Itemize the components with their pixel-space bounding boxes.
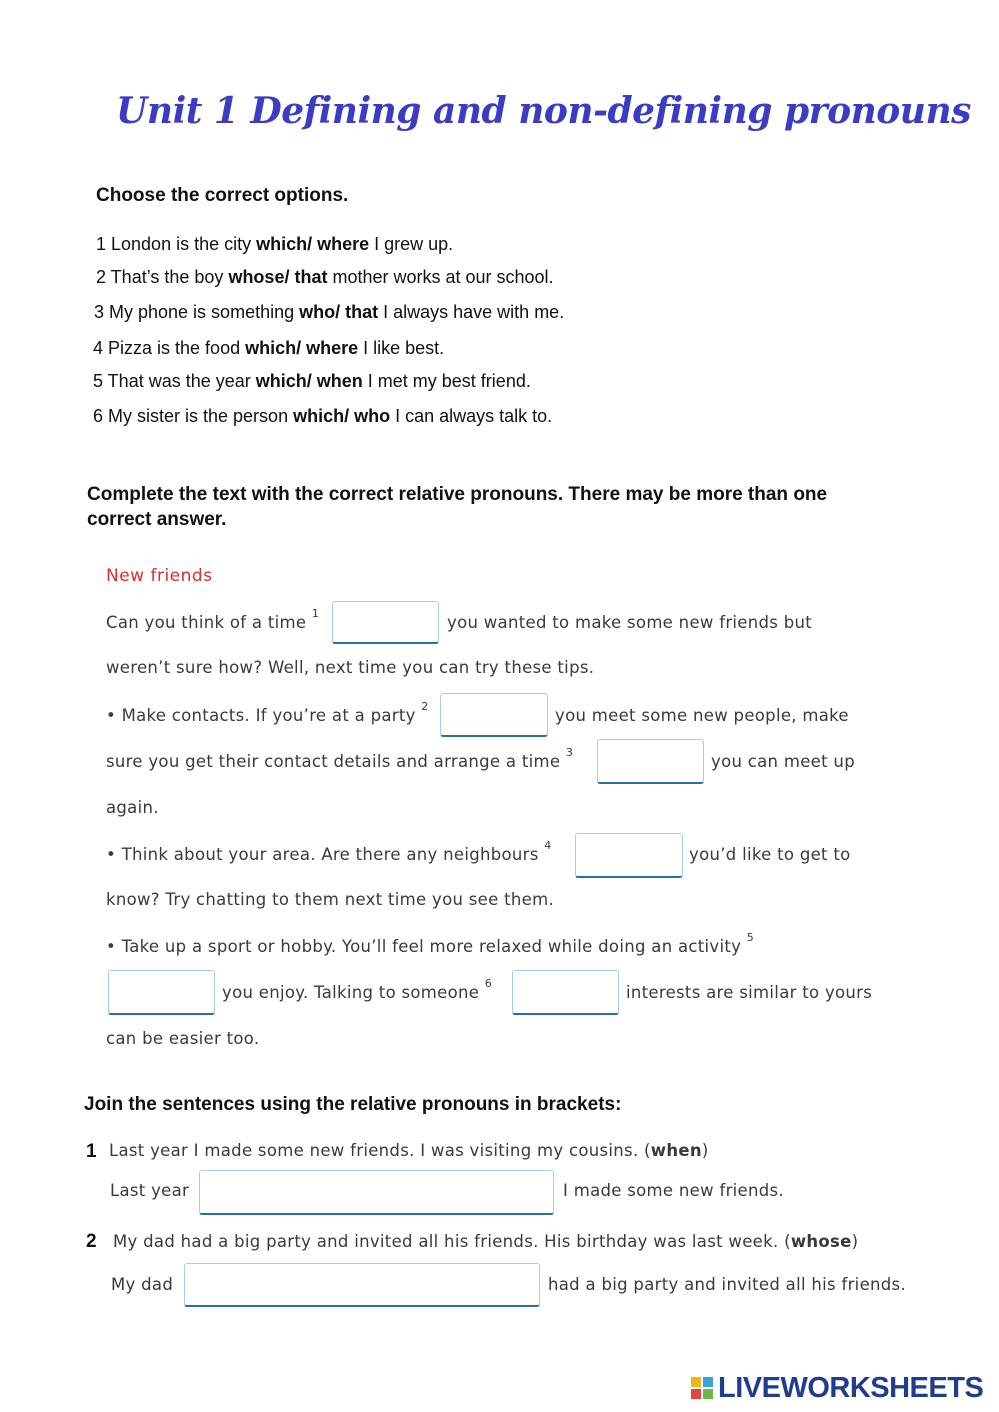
text-line: you can meet up: [711, 752, 855, 771]
gap-number: 5: [746, 931, 755, 944]
gap-number: 4: [544, 839, 552, 852]
question-text: My dad had a big party and invited all his friends. His birthday was last week. (whose): [113, 1232, 859, 1251]
gap-number: 1: [311, 607, 320, 620]
answer-prefix: My dad: [111, 1275, 174, 1294]
choice-item-1: 1 London is the city which/ where I grew up.: [96, 234, 454, 254]
text-line: you meet some new people, make: [555, 706, 849, 725]
text-line: sure you get their contact details and arrange a time $^3$: [106, 746, 574, 771]
choice-options[interactable]: whose/ that: [228, 267, 328, 287]
text-line: • Take up a sport or hobby. You’ll feel more relaxed while doing an activity $^5$: [106, 931, 755, 956]
choice-options[interactable]: who/ that: [299, 302, 379, 322]
section1-heading: Choose the correct options.: [96, 185, 349, 206]
answer-prefix: Last year: [110, 1181, 190, 1200]
answer-gap-3[interactable]: [597, 739, 704, 784]
text-line: interests are similar to yours: [626, 983, 873, 1002]
choice-options[interactable]: which/ when: [255, 371, 363, 391]
section3-heading: Join the sentences using the relative pronouns in brackets:: [84, 1094, 622, 1115]
text-line: can be easier too.: [106, 1029, 260, 1048]
answer-gap-5[interactable]: [108, 970, 215, 1015]
liveworksheets-logo-icon: [690, 1376, 714, 1400]
answer-gap-6[interactable]: [512, 970, 619, 1015]
gap-number: 6: [484, 977, 493, 990]
answer-suffix: had a big party and invited all his friends.: [548, 1275, 906, 1294]
liveworksheets-logo[interactable]: LIVEWORKSHEETS: [718, 1372, 984, 1404]
choice-options[interactable]: which/ who: [293, 406, 391, 426]
text-line: Can you think of a time $^1$: [106, 607, 320, 632]
page-title: Unit 1 Defining and non-defining pronouns: [116, 90, 971, 132]
section2-heading-line2: correct answer.: [87, 509, 227, 530]
answer-gap-4[interactable]: [575, 833, 683, 878]
text-line: know? Try chatting to them next time you see them.: [106, 890, 555, 909]
choice-options[interactable]: which/ where: [245, 338, 359, 358]
answer-field-2[interactable]: [184, 1263, 540, 1307]
text-line: you wanted to make some new friends but: [447, 613, 813, 632]
question-number: 2: [86, 1231, 97, 1252]
text-line: again.: [106, 798, 159, 817]
choice-item-5: 5 That was the year which/ when I met my best friend.: [93, 371, 531, 391]
gap-number: 3: [565, 746, 574, 759]
section2-heading-line1: Complete the text with the correct relative pronouns. There may be more than one: [87, 484, 828, 505]
text-line: weren’t sure how? Well, next time you can try these tips.: [106, 658, 595, 677]
choice-item-6: 6 My sister is the person which/ who I can always talk to.: [93, 406, 553, 426]
answer-field-1[interactable]: [199, 1170, 554, 1215]
question-number: 1: [86, 1141, 97, 1162]
choice-item-3: 3 My phone is something who/ that I always have with me.: [94, 302, 565, 322]
answer-gap-2[interactable]: [440, 693, 548, 737]
text-line: you enjoy. Talking to someone $^6$: [222, 977, 493, 1002]
answer-gap-1[interactable]: [332, 601, 439, 644]
text-line: • Make contacts. If you’re at a party $^2$: [106, 700, 429, 725]
text-line: • Think about your area. Are there any neighbours $^4$: [106, 839, 552, 864]
answer-suffix: I made some new friends.: [563, 1181, 784, 1200]
story-title: New friends: [106, 566, 213, 586]
gap-number: 2: [421, 700, 429, 713]
choice-item-2: 2 That’s the boy whose/ that mother works at our school.: [96, 267, 554, 287]
choice-options[interactable]: which/ where: [256, 234, 370, 254]
choice-item-4: 4 Pizza is the food which/ where I like best.: [93, 338, 445, 358]
question-text: Last year I made some new friends. I was visiting my cousins. (when): [109, 1141, 709, 1160]
text-line: you’d like to get to: [689, 845, 851, 864]
